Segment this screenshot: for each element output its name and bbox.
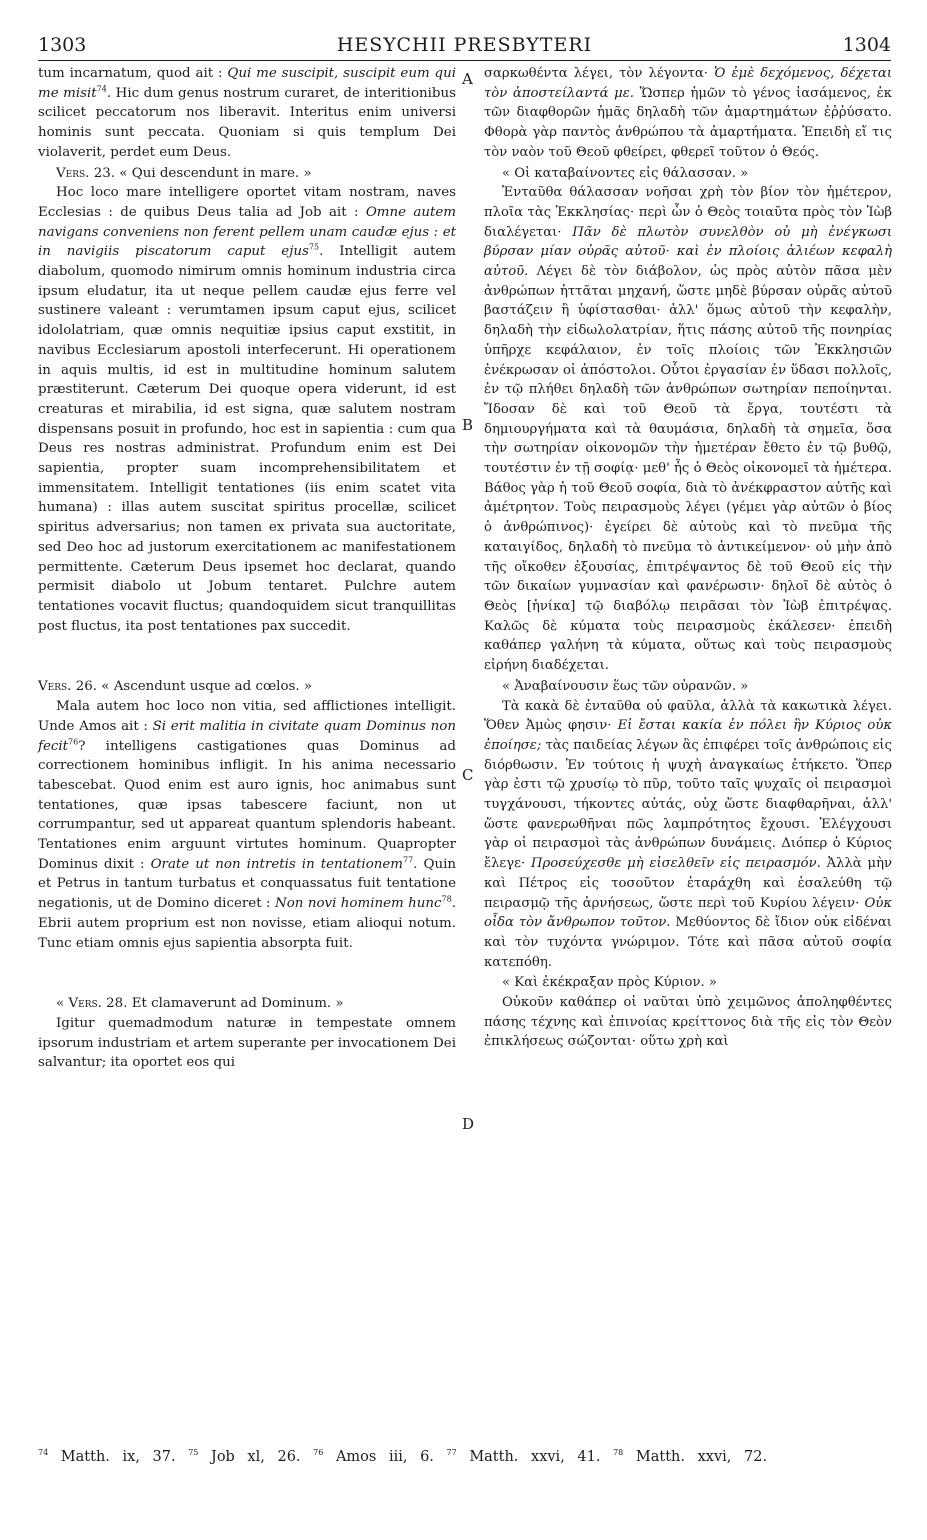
running-title: HESYCHII PRESBYTERI bbox=[336, 34, 593, 56]
note-ref: 78 bbox=[441, 894, 452, 904]
greek-verse-heading-26: « Ἀναβαίνουσιν ἕως τῶν οὐρανῶν. » bbox=[502, 678, 749, 694]
latin-text: Igitur quemadmodum naturæ in tempestate omnem ipsorum industriam et artem superante per invocationem Dei salvantur; ita oportet eos qui bbox=[38, 1015, 456, 1071]
footnote-76 bbox=[313, 1449, 434, 1465]
latin-quote: Omne autem navigans conveniens non ferent pellem unam caudæ ejus : et in navigiis piscatorum caput ejus bbox=[38, 204, 456, 260]
latin-paragraph-1 bbox=[38, 64, 456, 163]
footnote-77 bbox=[447, 1449, 601, 1465]
greek-text: Ἐνταῦθα θάλασσαν νοῆσαι χρὴ τὸν βίον τὸν ἡμέτερον, πλοῖα τὰς Ἐκκλησίας· περὶ ὧν ὁ Θεὸς τοιαῦτα πρὸς τὸν Ἰὼβ διαλέγεται· bbox=[484, 185, 892, 240]
margin-letter-a: A bbox=[462, 70, 473, 88]
greek-text: Ἀλλὰ μὴν καὶ Πέτρος εἰς τοσοῦτον ἐταράχθη καὶ ἐσαλεύθη τῷ πειρασμῷ τῆς ἀρνήσεως, ὥστε περὶ τοῦ Κυρίου λέγειν· bbox=[484, 856, 892, 911]
latin-text: . Intelligit autem diabolum, quomodo nimirum omnis hominum industria circa ipsum eludatur, ita ut neque pellem caudæ ejus ferre vel sustinere valeant : verumtamen ipsum caput ejus, scilicet idololatriam, quæ omnis nequitiæ ipsius caput exstitit, in navibus Ecclesiarum apostoli interfecerunt. Hi operationem in aquis multis, id est in multitudine hominum salutem præstiterunt. Cæterum Dei quoque opera viderunt, id est creaturas et mirabilia, id est signa, quæ salutem nostram dispensans posuit in profundo, hoc est in sapientia : cum qua Deus res nostras administrat. Profundum enim est Dei sapientia, propter suam incomprehensibilitatem et immensitatem. Intelligit tentationes (iis enim scatet vita humana) : illas autem suscitat spiritus procellæ, scilicet spiritus adversarius; non tamen ex privata sua auctoritate, sed Deo hoc ad justorum exercitationem ac manifestationem permittente. Cæterum Deus ipsemet hoc declarat, quando permisit diabolo ut Jobum tentaret. Pulchre autem tentationes vocavit fluctus; quandoquidem sicut tranquillitas post fluctus, ita post tentationes pax succedit. bbox=[38, 244, 457, 634]
footnote-text: Matth. xxvi, 41. bbox=[469, 1449, 601, 1465]
latin-paragraph-2 bbox=[38, 183, 456, 636]
latin-text: . Ebrii autem proprium est non novisse, etiam alioqui notum. Tunc etiam omnis ejus sapientia absorpta fuit. bbox=[38, 896, 456, 951]
latin-column bbox=[38, 64, 456, 1073]
note-ref: 76 bbox=[68, 737, 79, 747]
header-rule bbox=[38, 60, 891, 61]
footnote-78 bbox=[613, 1449, 767, 1465]
greek-verse-heading-28: « Καὶ ἐκέκραξαν πρὸς Κύριον. » bbox=[502, 975, 717, 991]
greek-text: σαρκωθέντα λέγει, τὸν λέγοντα· bbox=[484, 66, 715, 81]
greek-text: Μεθύοντος δὲ ἴδιον οὐκ εἰδέναι καὶ τὸν τυχόντα γνώριμον. Τότε καὶ πᾶσα αὐτοῦ σοφία κατεπόθη. bbox=[484, 915, 892, 970]
greek-text: Τὰ κακὰ δὲ ἐνταῦθα οὐ φαῦλα, ἀλλὰ τὰ κακωτικὰ λέγει. Ὅθεν Ἀμὼς φησιν· bbox=[484, 698, 892, 734]
greek-column bbox=[484, 64, 892, 1052]
verse-label: Vers. 26. bbox=[38, 679, 97, 695]
note-ref: 74 bbox=[96, 84, 107, 94]
footnote-number: 76 bbox=[313, 1448, 324, 1458]
greek-quote: Ὁ ἐμὲ δεχόμενος, δέχεται τὸν ἀποστείλαντά με. bbox=[484, 66, 893, 101]
margin-letter-d: D bbox=[462, 1115, 475, 1133]
page-number-right: 1304 bbox=[842, 34, 891, 56]
latin-quote: Orate ut non intretis in tentationem bbox=[150, 856, 404, 872]
footnote-text: Amos iii, 6. bbox=[335, 1449, 434, 1465]
greek-quote: Προσεύχεσθε μὴ εἰσελθεῖν εἰς πειρασμόν. bbox=[530, 856, 821, 872]
footnote-number: 78 bbox=[613, 1448, 624, 1458]
running-header bbox=[38, 34, 891, 58]
footnote-text: Job xl, 26. bbox=[211, 1449, 301, 1465]
latin-paragraph-3 bbox=[38, 697, 456, 953]
note-ref: 75 bbox=[308, 242, 320, 252]
greek-paragraph-1 bbox=[484, 64, 892, 163]
verse-label: Vers. 23. bbox=[56, 165, 115, 181]
page-number-left: 1303 bbox=[38, 34, 87, 56]
greek-verse-heading-23: « Οἱ καταβαίνοντες εἰς θάλασσαν. » bbox=[502, 165, 749, 181]
margin-letter-c: C bbox=[462, 766, 474, 784]
footnote-text: Matth. ix, 37. bbox=[60, 1449, 176, 1465]
greek-quote: Εἰ ἔσται κακία ἐν πόλει ἣν Κύριος οὐκ ἐποίησε; bbox=[484, 718, 892, 753]
greek-text: τὰς παιδείας λέγων ἃς ἐπιφέρει τοῖς ἀνθρώποις εἰς διόρθωσιν. Ἐν τούτοις ἡ ψυχὴ ἀναγκαίως ἐτήκετο. Ὅπερ γὰρ ἐστι τῷ χρυσίῳ τὸ πῦρ, τοῦτο ταῖς ψυχαῖς οἱ πειρασμοὶ τυγχάνουσι, τήκοντες αὐτάς, οὐχ ὥστε διαφθαρῆναι, ἀλλ' ὥστε φανερωθῆναι πῶς λαμπρότητος ἔχουσι. Ἐλέγχουσι γὰρ οἱ πειρασμοὶ τὰς ἀνθρώπων δυνάμεις. Διόπερ ὁ Κύριος ἔλεγε· bbox=[484, 737, 892, 872]
greek-text: Ὥσπερ ἡμῶν τὸ γένος ἰασάμενος, ἐκ τῶν διαφθορῶν ἡμᾶς δηλαδὴ τῶν ἁμαρτημάτων ἐῤῥύσατο. Φθορὰ γὰρ παντὸς ἀνθρώπου τὰ ἁμαρτήματα. Ἐπειδὴ εἴ τις τὸν ναὸν τοῦ Θεοῦ φθείρει, φθερεῖ τοῦτον ὁ Θεός. bbox=[484, 85, 892, 160]
footnote-number: 77 bbox=[446, 1448, 457, 1458]
latin-quote: Non novi hominem hunc bbox=[274, 896, 442, 912]
margin-letter-b: B bbox=[462, 416, 474, 434]
footnote-74 bbox=[38, 1449, 176, 1465]
verse-text: Et clamaverunt ad Dominum. » bbox=[131, 996, 344, 1012]
latin-text: Mala autem hoc loco non vitia, sed afflictiones intelligit. Unde Amos ait : bbox=[38, 699, 456, 734]
latin-quote: Si erit malitia in civitate quam Dominus non fecit bbox=[38, 718, 456, 754]
verse-heading-23 bbox=[38, 164, 456, 184]
latin-paragraph-4 bbox=[38, 1014, 456, 1073]
latin-quote: Qui me suscipit, suscipit eum qui me misit bbox=[38, 66, 456, 101]
latin-text: ? intelligens castigationes quas Dominus ad correctionem hominibus infligit. In his anima necessario tabescebat. Quod enim est auro ignis, hoc animabus sunt tentationes, quæ ipsas tabescere faciunt, non ut corrumpantur, sed ut appareat quantum splendoris habeant. Tentationes enim arguunt virtutes hominum. Quapropter Dominus dixit : bbox=[38, 738, 456, 872]
greek-text: Οὐκοῦν καθάπερ οἱ ναῦται ὑπὸ χειμῶνος ἀποληφθέντες πάσης τέχνης καὶ ἐπινοίας κρείττονος διὰ τῆς εἰς τὸν Θεὸν ἐπικλήσεως σώζονται· οὕτω χρὴ καὶ bbox=[484, 995, 892, 1050]
footnote-number: 75 bbox=[188, 1448, 199, 1458]
greek-text: Λέγει δὲ τὸν διάβολον, ὡς πρὸς αὐτὸν πᾶσα μὲν ἀνθρώπων ἡττᾶται μηχανή, ὥστε μηδὲ βύρσαν οὐρᾶς αὐτοῦ βαστάζειν ἢ ὑφίστασθαι· ἀλλ' ὅμως αὐτοῦ τὴν κεφαλὴν, δηλαδὴ τὴν εἰδωλολατρίαν, ἥτις πάσης αὐτοῦ τῆς πονηρίας ὑπῆρχε κεφάλαιον, ἐν τοῖς πλοίοις τῶν Ἐκκλησιῶν ἐνέκρωσαν οἱ ἀπόστολοι. Οὗτοι ἐργασίαν ἐν ὕδασι πολλοῖς, ἐν τῷ πλήθει δηλαδὴ τῶν ἀνθρώπων σωτηρίαν πεποίηνται. Ἴδοσαν δὲ καὶ τοῦ Θεοῦ τὰ ἔργα, τουτέστι τὰ δημιουργήματα καὶ τὰ θαυμάσια, δηλαδὴ τὰ σημεῖα, ὅσα τὴν σωτηρίαν οἰκονομῶν τὴν ἡμετέραν ἔθετο ἐν τῷ βυθῷ, τουτέστιν ἐν τῇ σοφίᾳ· μεθ' ἧς ὁ Θεὸς οἰκονομεῖ τὰ ἡμέτερα. Βάθος γὰρ ἡ τοῦ Θεοῦ σοφία, διὰ τὸ ἀνέκφραστον αὐτῆς καὶ ἀμέτρητον. Τοὺς πειρασμοὺς λέγει (γέμει γὰρ αὐτῶν ὁ βίος ὁ ἀνθρώπινος)· ἐγείρει δὲ αὐτοὺς καὶ τὸ πνεῦμα τῆς καταιγίδος, δηλαδὴ τὸ πνεῦμα τὸ ἀντικείμενον· οὐ μὴν ἀπὸ τῆς οἴκοθεν ἐξουσίας, ἐπιτρέψαντος δὲ τοῦ Θεοῦ εἰς τὴν τῶν δικαίων γυμνασίαν καὶ φανέρωσιν· δηλοῖ δὲ αὐτὸς ὁ Θεὸς [ἡνίκα] τῷ διαβόλῳ πειρᾶσαι τὸν Ἰὼβ ἐπιτρέψας. Καλῶς δὲ κύματα τοὺς πειρασμοὺς ἐκάλεσεν· ἐπειδὴ καθάπερ γαλήνη τὰ κύματα, οὕτως καὶ τοὺς πειρασμοὺς εἰρήνη διαδέχεται. bbox=[484, 264, 892, 674]
verse-text: « bbox=[56, 996, 65, 1012]
verse-text: « Ascendunt usque ad cœlos. » bbox=[101, 679, 313, 695]
greek-quote: Πᾶν δὲ πλωτὸν συνελθὸν οὐ μὴ ἐνέγκωσι βύρσαν μίαν οὐρᾶς αὐτοῦ· καὶ ἐν πλοίοις ἁλιέων κεφαλὴ αὐτοῦ. bbox=[484, 224, 892, 280]
verse-label: Vers. 28. bbox=[68, 996, 128, 1012]
footnotes bbox=[38, 1449, 891, 1465]
footnote-75 bbox=[188, 1449, 300, 1465]
latin-text: tum incarnatum, quod ait : bbox=[38, 66, 228, 81]
greek-paragraph-3 bbox=[484, 697, 892, 973]
verse-heading-28 bbox=[38, 994, 456, 1014]
footnote-text: Matth. xxvi, 72. bbox=[635, 1449, 768, 1465]
latin-text: . Quin et Petrus in tantum turbatus et conquassatus fuit tentatione negationis, ut de Domino diceret : bbox=[38, 856, 456, 912]
latin-text: Hoc loco mare intelligere oportet vitam nostram, naves Ecclesias : de quibus Deus talia ad Job ait : bbox=[38, 185, 456, 220]
greek-quote: Οὐκ οἶδα τὸν ἄνθρωπον τοῦτον. bbox=[484, 895, 892, 931]
footnote-number: 74 bbox=[38, 1448, 49, 1458]
greek-paragraph-4 bbox=[484, 993, 892, 1052]
note-ref: 77 bbox=[403, 855, 414, 865]
verse-heading-26 bbox=[38, 677, 456, 697]
latin-text: . Hic dum genus nostrum curaret, de interitionibus scilicet peccatorum nos liberavit. Interitus enim universi hominis sunt peccata. Quoniam si quis templum Dei violaverit, perdet eum Deus. bbox=[38, 85, 456, 160]
greek-paragraph-2 bbox=[484, 183, 892, 676]
verse-text: « Qui descendunt in mare. » bbox=[119, 165, 312, 181]
